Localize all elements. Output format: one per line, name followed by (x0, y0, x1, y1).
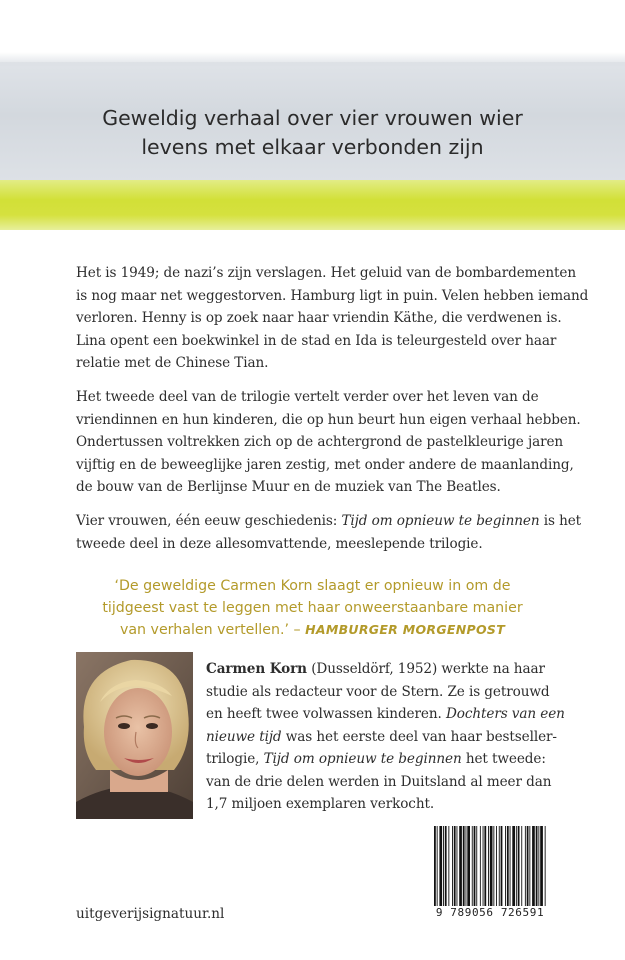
barcode-bar (496, 826, 497, 906)
book-title: Tijd om opnieuw te beginnen (263, 751, 462, 767)
barcode-bar (529, 826, 530, 906)
text-line: vijftig en de beweeglijke jaren zestig, met onder andere de maanlanding, (76, 456, 574, 473)
barcode-bar (448, 826, 449, 906)
tagline (0, 104, 625, 162)
barcode-bar (457, 826, 458, 906)
barcode-bar (501, 826, 503, 906)
barcode-bar (505, 826, 506, 906)
book-title: nieuwe tijd (206, 728, 282, 745)
barcode-bar (437, 826, 438, 906)
barcode-bar (518, 826, 520, 906)
barcode-bar (483, 826, 484, 906)
barcode-bar (521, 826, 522, 906)
blurb-paragraph-2 (76, 386, 581, 499)
bio-line (206, 726, 556, 749)
blurb-paragraph-1 (76, 262, 589, 375)
quote-line: ‘De geweldige Carmen Korn slaagt er opnieuw in om de (114, 578, 511, 594)
barcode-bar (532, 826, 535, 906)
publisher-url: uitgeverijsignatuur.nl (76, 906, 225, 922)
barcode-bar (467, 826, 470, 906)
bio-line: studie als redacteur voor de Stern. Ze is getrouwd (206, 683, 550, 700)
barcode-bar (484, 826, 486, 906)
text-segment: trilogie, (206, 751, 264, 767)
barcode-bar (525, 826, 526, 906)
text-segment: Vier vrouwen, één eeuw geschiedenis: (76, 513, 342, 529)
author-bio (206, 658, 565, 816)
barcode-bar (527, 826, 529, 906)
barcode-bar (480, 826, 481, 906)
press-quote (0, 576, 625, 642)
barcode-bar (538, 826, 539, 906)
text-line: Ondertussen voltrekken zich op de achtergrond de pastelkleurige jaren (76, 434, 564, 450)
text-line: verloren. Henny is op zoek naar haar vriendin Käthe, die verdwenen is. (76, 310, 562, 326)
author-portrait (76, 652, 193, 819)
book-title: Dochters van een (441, 706, 565, 722)
bio-line (206, 748, 556, 771)
barcode-bar (545, 826, 546, 906)
text-line (76, 510, 582, 533)
barcode-bar (466, 826, 467, 906)
author-photo (76, 652, 193, 819)
barcode-bar (488, 826, 489, 906)
text-segment: het tweede: (461, 751, 546, 767)
tagline-line-1: Geweldig verhaal over vier vrouwen wier (102, 106, 523, 130)
barcode-bars (432, 826, 549, 906)
yellow-brush-band (0, 180, 625, 230)
barcode-bar (434, 826, 436, 906)
text-line: Het tweede deel van de trilogie vertelt verder over het leven van de (76, 389, 539, 405)
isbn-number: 9 789056 726591 (424, 906, 556, 919)
quote-line: tijdgeest vast te leggen met haar onweerstaanbare manier (102, 599, 523, 616)
quote-text: van verhalen vertellen.’ – (119, 622, 306, 638)
blurb-paragraph-3 (76, 510, 582, 555)
barcode-bar (507, 826, 509, 906)
quote-line (0, 619, 625, 642)
barcode-bar (443, 826, 444, 906)
barcode-bar (445, 826, 447, 906)
text-segment: (Dusseldörf, 1952) werkte na haar (306, 661, 545, 677)
barcode-bar (499, 826, 500, 906)
barcode-bar (490, 826, 493, 906)
text-line: is nog maar net weggestorven. Hamburg ligt in puin. Velen hebben iemand (76, 287, 589, 304)
barcode-bar (452, 826, 453, 906)
bio-line (206, 658, 556, 681)
quote-source: HAMBURGER MORGENPOST (305, 622, 506, 637)
text-line: de bouw van de Berlijnse Muur en de muziek van The Beatles. (76, 479, 501, 495)
barcode-bar (463, 826, 465, 906)
barcode-bar (474, 826, 476, 906)
text-line: Het is 1949; de nazi’s zijn verslagen. Het geluid van de bombardementen (76, 265, 576, 281)
text-segment: is het (539, 513, 582, 529)
barcode-bar (512, 826, 515, 906)
tagline-line-2: levens met elkaar verbonden zijn (141, 135, 484, 159)
text-line: Lina opent een boekwinkel in de stad en Ida is teleurgesteld over haar (76, 332, 557, 349)
barcode-bar (516, 826, 517, 906)
barcode-bar (493, 826, 494, 906)
text-line: tweede deel in deze allesomvattende, meeslepende trilogie. (76, 535, 483, 552)
barcode-bar (439, 826, 442, 906)
bio-line: van de drie delen werden in Duitsland al meer dan (206, 773, 552, 790)
text-line: vriendinnen en hun kinderen, die op hun beurt hun eigen verhaal hebben. (76, 411, 581, 428)
text-segment: was het eerste deel van haar bestseller- (281, 728, 557, 745)
barcode-bar (536, 826, 538, 906)
barcode-bar (472, 826, 473, 906)
text-line: relatie met de Chinese Tian. (76, 355, 269, 371)
barcode-bar (510, 826, 511, 906)
bio-line: 1,7 miljoen exemplaren verkocht. (206, 796, 435, 812)
barcode-bar (476, 826, 477, 906)
barcode-bar (459, 826, 462, 906)
author-name: Carmen Korn (206, 661, 307, 677)
barcode-bar (540, 826, 543, 906)
barcode-bar (454, 826, 456, 906)
book-title: Tijd om opnieuw te beginnen (341, 513, 540, 529)
text-segment: en heeft twee volwassen kinderen. (206, 706, 442, 722)
bio-line (206, 703, 565, 726)
